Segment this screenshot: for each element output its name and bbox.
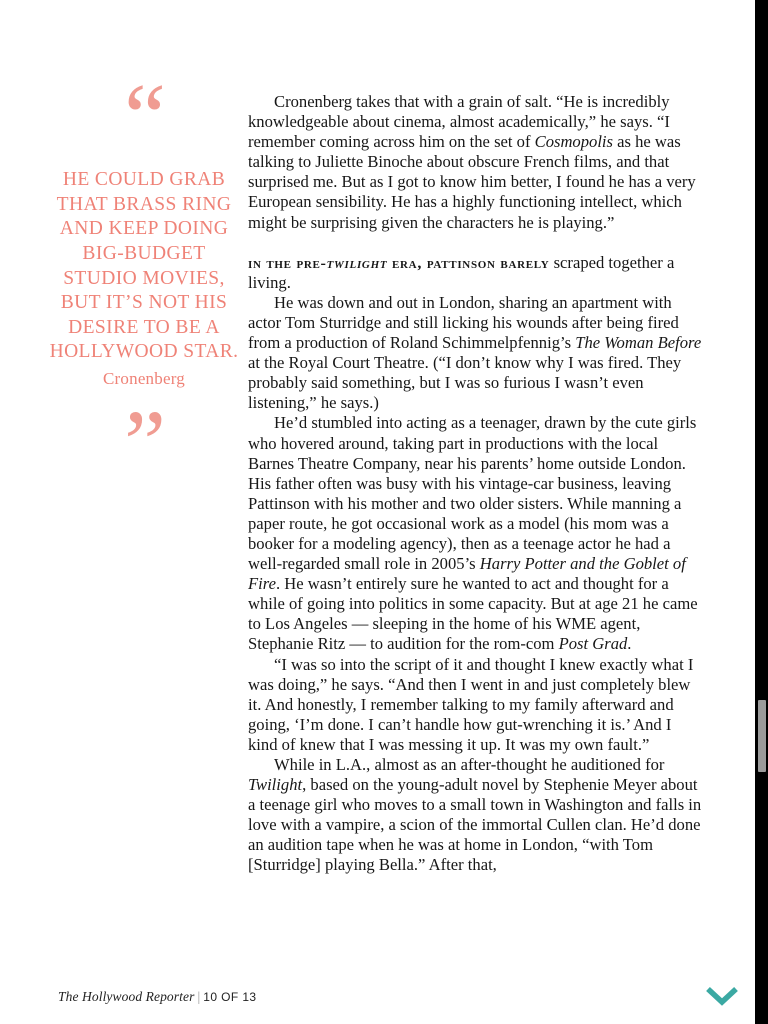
footer-page-indicator: 10 OF 13 <box>203 990 257 1004</box>
p3-title-harry-potter: Harry Potter and the Goblet of Fire <box>248 554 686 594</box>
pull-quote <box>48 65 240 497</box>
p3-part-b: . He wasn’t entirely sure he wanted to act and thought for a while of going into politics in some capacity. But at age 21 he came to Los Angeles — sleeping in the home of his WME agent, Stephanie Ritz — to audition for the rom-com <box>248 574 698 654</box>
p2-title-the-woman-before: The Woman Before <box>575 333 702 353</box>
p5-part-b: , based on the young-adult novel by Stephenie Meyer about a teenage girl who moves to a small town in Washington and falls in love with a vampire, a scion of the immortal Cullen clan. He’d done an audition tape when he was at home in London, “with Tom [Sturridge] playing Bella.” After that, <box>248 775 702 875</box>
paragraph-4: “I was so into the script of it and thought I knew exactly what I was doing,” he says. “And then I went in and just completely blew it. And honestly, I remember talking to my family afterward and going, ‘I’m done. I can’t handle how gut-wrenching it is.’ And I kind of knew that I was messing it up. It was my own fault.” <box>248 654 694 754</box>
paragraph-5 <box>248 755 703 876</box>
paragraph-1 <box>248 92 703 233</box>
p2-part-a: He was down and out in London, sharing an apartment with actor Tom Sturridge and still licking his wounds after being fired from a production of Roland Schimmelpfennig’s <box>248 292 679 353</box>
paragraph-lead-in <box>248 253 703 293</box>
p5-title-twilight: Twilight <box>248 775 303 795</box>
footer-separator: | <box>197 989 201 1004</box>
paragraph-2 <box>248 293 703 414</box>
pull-quote-text: HE COULD GRAB THAT BRASS RING AND KEEP DOING BIG-BUDGET STUDIO MOVIES, BUT IT’S NOT HIS DESIRE TO BE A HOLLYWOOD STAR. <box>49 169 239 363</box>
scrollbar-track[interactable] <box>755 0 768 1024</box>
chevron-down-icon[interactable] <box>702 983 742 1009</box>
p1-part-a: Cronenberg takes that with a grain of salt. “He is incredibly knowledgeable about cinema, almost academically,” he says. “I remember coming across him on the set of <box>248 92 670 152</box>
paragraph-3 <box>248 413 703 654</box>
close-quote-icon: ” <box>124 392 164 497</box>
pull-quote-attribution: Cronenberg <box>103 368 185 388</box>
footer <box>58 989 256 1005</box>
p2-part-b: at the Royal Court Theatre. (“I don’t know why I was fired. They probably said something, but I was so furious I wasn’t even listening,” he says.) <box>248 353 682 413</box>
p1-part-b: as he was talking to Juliette Binoche about obscure French films, and that surprised me. But as I got to know him better, I found he has a very European sensibility. He has a highly functioning intellect, which might be surprising given the characters he is playing.” <box>248 132 696 232</box>
body-column <box>248 92 703 876</box>
footer-publication: The Hollywood Reporter <box>58 989 195 1004</box>
p3-part-a: He’d stumbled into acting as a teenager, drawn by the cute girls who hovered around, taking part in productions with the local Barnes Theatre Company, near his parents’ home outside London. His father often was busy with his vintage-car business, leaving Pattinson with his mother and two older sisters. While manning a paper route, he got occasional work as a model (his mom was a booker for a modeling agency), then as a teenage actor he had a well-regarded small role in 2005’s <box>248 413 697 574</box>
p3-title-post-grad: Post Grad <box>558 634 628 654</box>
p3-part-c: . <box>627 634 632 654</box>
lead-in-pre: in the pre- <box>248 253 327 272</box>
lead-in-post: era, pattinson barely <box>387 253 550 272</box>
p1-title-cosmopolis: Cosmopolis <box>534 132 613 152</box>
lead-in-rest: scraped together a living. <box>248 252 675 292</box>
lead-in-title-twilight: twilight <box>326 253 388 272</box>
p5-part-a: While in L.A., almost as an after-thought he auditioned for <box>274 755 665 774</box>
open-quote-icon: “ <box>124 65 164 169</box>
scrollbar-thumb[interactable] <box>758 700 766 772</box>
chevron-down-glyph <box>702 983 742 1009</box>
